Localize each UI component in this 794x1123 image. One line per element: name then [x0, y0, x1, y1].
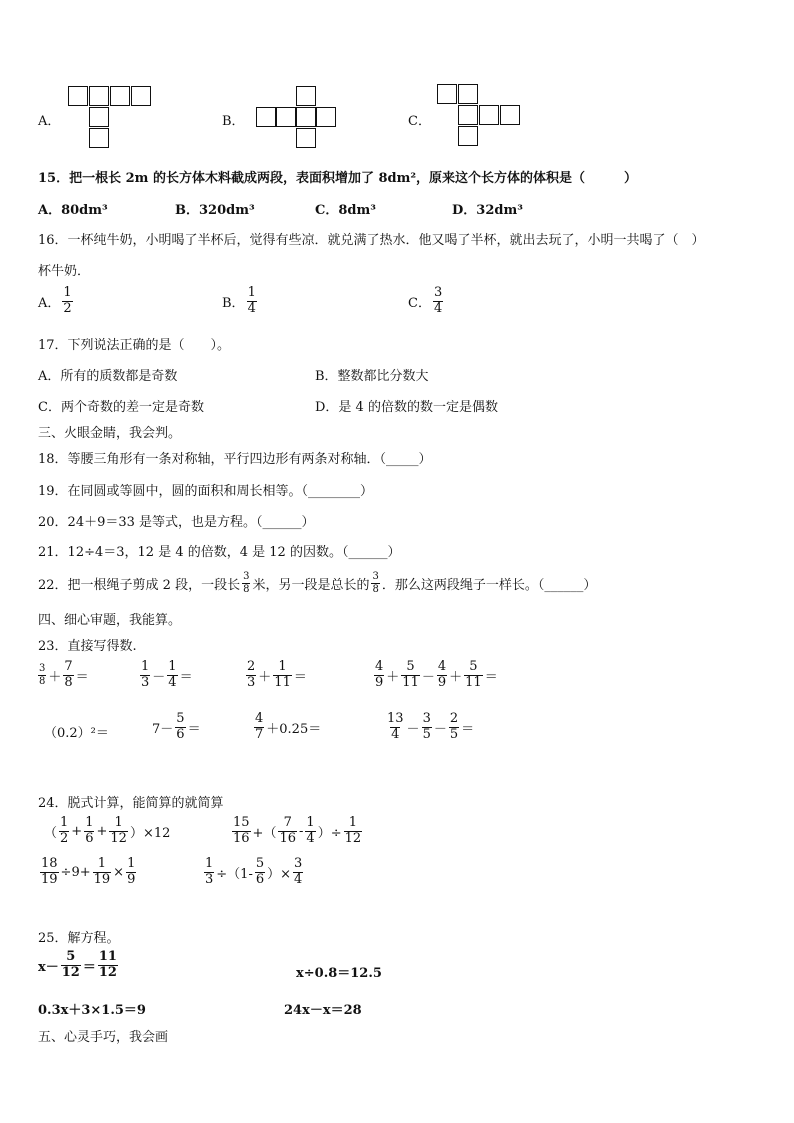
fraction: $\frac{18}{19}$: [41, 856, 58, 887]
q23-expr-8: $\frac{13}{4}$ － $\frac{3}{5}$ － $\frac{2}{5}$ ＝: [387, 711, 475, 742]
fraction: $\frac{1}{12}$: [110, 815, 127, 846]
q17-option-c: C．两个奇数的差一定是奇数: [38, 400, 204, 415]
fraction: $\frac{5}{6}$: [176, 711, 185, 742]
q23-expr-7: $\frac{4}{7}$ ＋0.25＝: [255, 711, 322, 742]
fraction: $\frac{7}{16}$: [279, 815, 296, 846]
q21: 21．12÷4＝3，12 是 4 的倍数，4 是 12 的因数。（______）: [38, 545, 401, 560]
fraction: $\frac{3}{8}$: [243, 571, 250, 595]
fraction: $\frac{7}{8}$: [64, 659, 73, 690]
fraction: $\frac{1}{4}$: [306, 815, 315, 846]
q23-expr-2: $\frac{1}{3}$ － $\frac{1}{4}$ ＝: [141, 659, 193, 690]
q16-option-a: A． $\frac{1}{2}$: [38, 285, 72, 316]
fraction: $\frac{1}{11}$: [274, 659, 291, 690]
q23-expr-3: $\frac{2}{3}$ ＋ $\frac{1}{11}$ ＝: [247, 659, 307, 690]
q23-stem: 23．直接写得数.: [38, 639, 137, 654]
section-5-heading: 五、心灵手巧，我会画: [38, 1030, 169, 1045]
fraction: $\frac{3}{4}$: [433, 285, 443, 316]
q23-expr-4: $\frac{4}{9}$ ＋ $\frac{5}{11}$ － $\frac{4}{9}$ ＋ $\frac{5}{11}$ ＝: [375, 659, 498, 690]
fraction: $\frac{5}{12}$: [61, 949, 80, 980]
q25-equation-4: 24x－x＝28: [284, 1003, 362, 1018]
q23-expr-1: $\frac{3}{8}$ ＋ $\frac{7}{8}$ ＝: [39, 659, 89, 690]
fraction: $\frac{3}{8}$: [372, 571, 379, 595]
fraction: $\frac{4}{9}$: [437, 659, 447, 690]
fraction: $\frac{5}{11}$: [465, 659, 482, 690]
section-4-heading: 四、细心审题，我能算。: [38, 613, 182, 628]
q24-expr-4: $\frac{1}{3}$ ÷（1- $\frac{5}{6}$ ）× $\frac{3}{4}$: [205, 856, 303, 887]
q17-option-d: D．是 4 的倍数的数一定是偶数: [315, 400, 498, 415]
q16-stem-cont: 杯牛奶．: [38, 264, 91, 279]
q15-option-a: A．80dm³: [38, 203, 108, 218]
q17-stem: 17．下列说法正确的是（ ）。: [38, 338, 231, 353]
fraction: $\frac{15}{16}$: [233, 815, 250, 846]
q17-option-a: A．所有的质数都是奇数: [38, 369, 178, 384]
fraction: $\frac{1}{3}$: [205, 856, 214, 887]
fraction: $\frac{5}{6}$: [255, 856, 265, 887]
fraction: $\frac{1}{19}$: [93, 856, 111, 887]
fraction: $\frac{3}{8}$: [39, 663, 46, 687]
fraction: $\frac{1}{4}$: [168, 659, 177, 690]
q18: 18．等腰三角形有一条对称轴，平行四边形有两条对称轴．（_____）: [38, 452, 432, 467]
fraction: $\frac{4}{9}$: [375, 659, 384, 690]
fraction: $\frac{1}{12}$: [344, 815, 362, 846]
q23-expr-6: 7－ $\frac{5}{6}$ ＝: [152, 711, 201, 742]
q15-option-d: D．32dm³: [452, 203, 523, 218]
fraction: $\frac{5}{11}$: [402, 659, 419, 690]
fraction: $\frac{1}{2}$: [63, 285, 72, 316]
q16-stem: 16．一杯纯牛奶，小明喝了半杯后，觉得有些凉．就兑满了热水．他又喝了半杯，就出去玩了，小明一共喝了（ ）: [38, 233, 705, 248]
q15-option-c: C．8dm³: [315, 203, 376, 218]
q19: 19．在同圆或等圆中，圆的面积和周长相等。（________）: [38, 484, 374, 499]
q25-equation-2: x÷0.8＝12.5: [296, 966, 382, 981]
q17-option-b: B．整数都比分数大: [315, 369, 429, 384]
q25-equation-1: x－ $\frac{5}{12}$ ＝ $\frac{11}{12}$: [38, 949, 117, 980]
q24-expr-1: （ $\frac{1}{2}$ + $\frac{1}{6}$ + $\frac{1}{12}$ ）×12: [44, 815, 171, 846]
fraction: $\frac{11}{12}$: [98, 949, 117, 980]
q14-option-b-label: B．: [222, 114, 245, 129]
fraction: $\frac{3}{4}$: [294, 856, 303, 887]
fraction: $\frac{1}{9}$: [127, 856, 136, 887]
q14-option-c-label: C．: [408, 114, 431, 129]
fraction: $\frac{13}{4}$: [387, 711, 404, 742]
fraction: $\frac{2}{3}$: [247, 659, 256, 690]
q16-option-c: C． $\frac{3}{4}$: [408, 285, 443, 316]
q14-option-a-label: A．: [38, 114, 61, 129]
q24-expr-3: $\frac{18}{19}$ ÷9+ $\frac{1}{19}$ × $\frac{1}{9}$: [41, 856, 136, 887]
fraction: $\frac{3}{5}$: [422, 711, 431, 742]
q25-equation-3: 0.3x＋3×1.5＝9: [38, 1003, 146, 1018]
q15-option-b: B．320dm³: [175, 203, 255, 218]
q20: 20．24＋9＝33 是等式，也是方程。（______）: [38, 515, 315, 530]
q24-stem: 24．脱式计算，能简算的就简算: [38, 796, 224, 811]
section-3-heading: 三、火眼金睛，我会判。: [38, 426, 182, 441]
fraction: $\frac{1}{2}$: [60, 815, 69, 846]
q23-expr-5: （0.2）²＝: [44, 726, 109, 741]
q15-stem: 15．把一根长 2m 的长方体木料截成两段，表面积增加了 8dm²，原来这个长方体的体积是（ ）: [38, 171, 638, 186]
q22: 22．把一根绳子剪成 2 段，一段长 $\frac{3}{8}$ 米，另一段是总长的 $\frac{3}{8}$ ．那么这两段绳子一样长。（______）: [38, 571, 597, 595]
fraction: $\frac{1}{4}$: [247, 285, 256, 316]
fraction: $\frac{1}{3}$: [141, 659, 150, 690]
q25-stem: 25．解方程。: [38, 931, 120, 946]
q16-option-b: B． $\frac{1}{4}$: [222, 285, 256, 316]
q24-expr-2: $\frac{15}{16}$ +（ $\frac{7}{16}$ - $\frac{1}{4}$ ）÷ $\frac{1}{12}$: [233, 815, 362, 846]
fraction: $\frac{4}{7}$: [255, 711, 264, 742]
fraction: $\frac{1}{6}$: [85, 815, 94, 846]
fraction: $\frac{2}{5}$: [449, 711, 459, 742]
